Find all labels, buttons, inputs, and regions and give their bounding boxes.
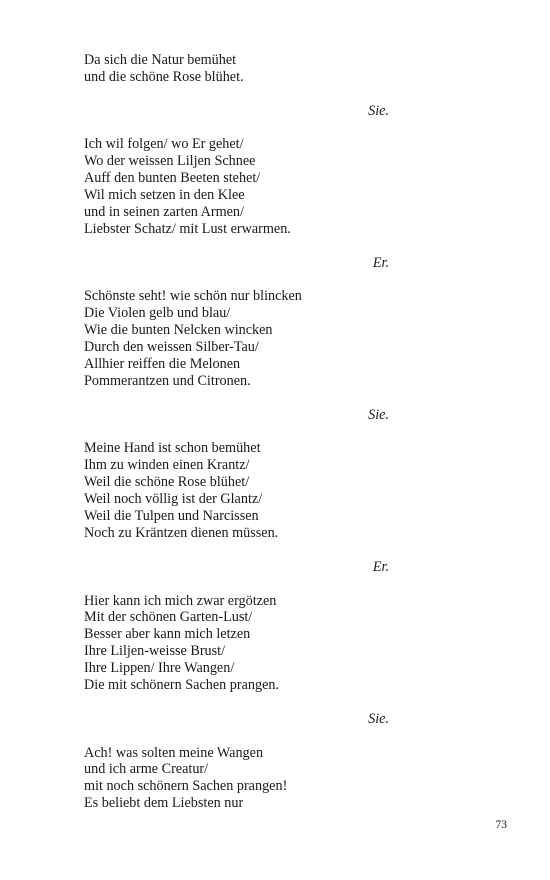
verse-line: und ich arme Creatur/	[84, 761, 209, 778]
verse-line: Ihre Lippen/ Ihre Wangen/	[84, 660, 235, 677]
verse-line: Hier kann ich mich zwar ergötzen	[84, 592, 277, 609]
verse-line: Durch den weissen Silber-Tau/	[84, 339, 259, 356]
stanza-gap	[84, 238, 484, 255]
verse-line: Da sich die Natur bemühet	[84, 52, 237, 68]
verse-line: Meine Hand ist schon bemühet	[84, 440, 261, 457]
stanza-gap	[84, 424, 484, 441]
speaker-label: Sie.	[368, 102, 389, 119]
verse-line: Die Violen gelb und blau/	[84, 305, 231, 322]
stanza	[84, 745, 484, 813]
stanza	[84, 440, 484, 541]
verse-line: Weil noch völlig ist der Glantz/	[84, 491, 263, 508]
stanza	[84, 52, 484, 86]
speaker-label: Er.	[372, 254, 389, 271]
verse-line: Liebster Schatz/ mit Lust erwarmen.	[84, 220, 291, 237]
stanza-gap	[84, 272, 484, 289]
verse-line: und in seinen zarten Armen/	[84, 204, 244, 221]
verse-line: Auff den bunten Beeten stehet/	[84, 170, 261, 187]
stanza-gap	[84, 542, 484, 559]
stanza	[84, 288, 484, 389]
verse-line: Ich wil folgen/ wo Er gehet/	[84, 136, 244, 153]
verse-line: Ihre Liljen-weisse Brust/	[84, 643, 226, 660]
verse-line: Allhier reiffen die Melonen	[84, 356, 241, 373]
verse-line: Wo der weissen Liljen Schnee	[84, 153, 256, 170]
verse-line: Besser aber kann mich letzen	[84, 626, 251, 643]
verse-line: Wie die bunten Nelcken wincken	[84, 322, 273, 339]
verse-line: Weil die schöne Rose blühet/	[84, 474, 250, 491]
verse-line: Ach! was solten meine Wangen	[84, 744, 264, 761]
stanza-gap	[84, 120, 484, 137]
stanza	[84, 593, 484, 694]
stanza	[84, 136, 484, 237]
verse-line: Die mit schönern Sachen prangen.	[84, 676, 280, 693]
verse-line: Ihm zu winden einen Krantz/	[84, 457, 250, 474]
poem-text	[84, 52, 484, 812]
page-number: 73	[495, 819, 507, 831]
verse-line: Wil mich setzen in den Klee	[84, 187, 245, 204]
speaker-label: Sie.	[368, 406, 389, 423]
stanza-gap	[84, 694, 484, 711]
stanza-gap	[84, 728, 484, 745]
verse-line: Weil die Tulpen und Narcissen	[84, 508, 259, 525]
verse-line: mit noch schönern Sachen prangen!	[84, 778, 288, 795]
stanza-gap	[84, 576, 484, 593]
speaker-label: Sie.	[368, 710, 389, 727]
verse-line: Mit der schönen Garten-Lust/	[84, 609, 253, 626]
verse-line: und die schöne Rose blühet.	[84, 68, 244, 85]
verse-line: Es beliebt dem Liebsten nur	[84, 795, 244, 812]
verse-line: Pommerantzen und Citronen.	[84, 372, 251, 389]
verse-line: Schönste seht! wie schön nur blincken	[84, 288, 302, 305]
speaker-label: Er.	[372, 558, 389, 575]
stanza-gap	[84, 390, 484, 407]
stanza-gap	[84, 86, 484, 103]
verse-line: Noch zu Kräntzen dienen müssen.	[84, 524, 279, 541]
